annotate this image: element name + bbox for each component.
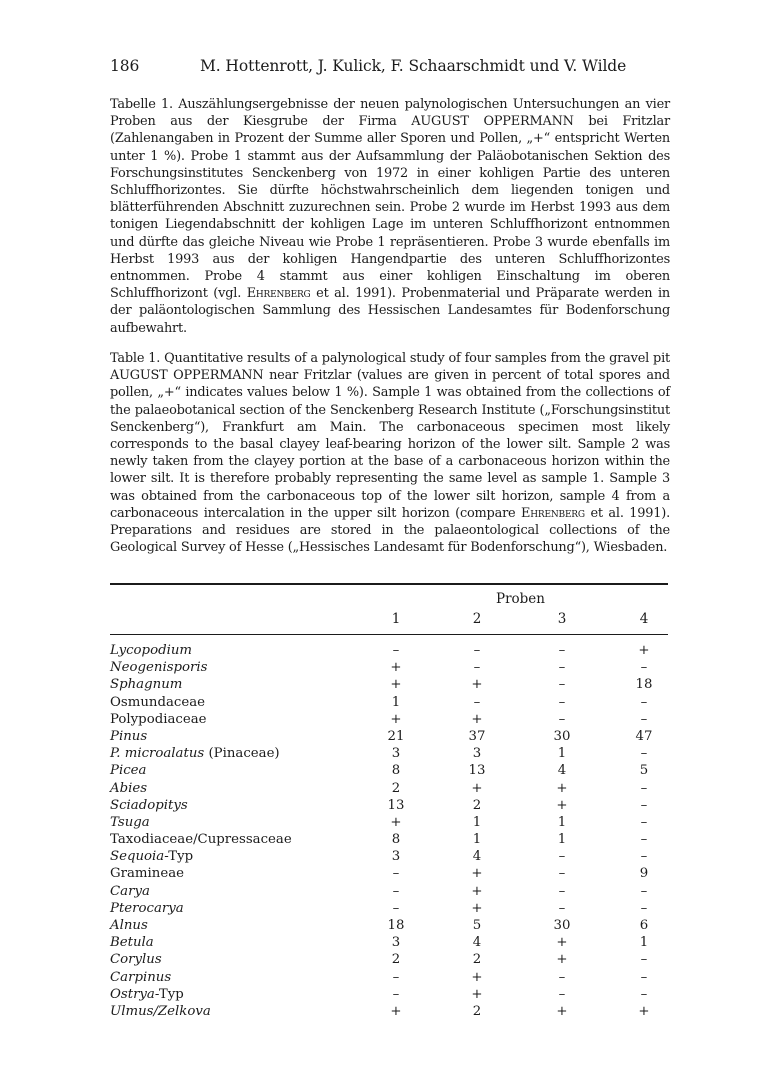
caption-german-citation: Ehrenberg (246, 286, 311, 302)
column-header-sample-2: 2 (472, 611, 482, 627)
value-cell-sample-2: 5 (472, 918, 482, 933)
table-row (110, 1003, 670, 1020)
taxon-name (110, 969, 171, 986)
taxon-name-text: Sequoia (110, 849, 165, 865)
taxon-name-text: Lycopodium (110, 643, 193, 658)
value-cell-sample-2: + (471, 986, 483, 1002)
value-cell-sample-2: – (473, 694, 481, 710)
taxon-name (110, 659, 207, 676)
value-cell-sample-4: – (640, 986, 648, 1002)
value-cell-sample-1: + (390, 660, 402, 676)
taxon-name-text: Ulmus/Zelkova (110, 1003, 211, 1019)
value-cell-sample-4: – (640, 952, 648, 968)
table-row (110, 934, 670, 951)
value-cell-sample-2: 37 (468, 728, 486, 744)
caption-german-text-2: et al. 1991). Probenmaterial und Präparate werden in der paläontologischen Sammlung des Hessischen Landesamtes für Bodenforschung aufbewahrt. (110, 286, 670, 336)
taxon-name (110, 900, 184, 917)
value-cell-sample-2: + (471, 866, 483, 882)
taxon-name (110, 711, 207, 728)
value-cell-sample-4: – (640, 780, 648, 796)
value-cell-sample-3: – (558, 711, 566, 727)
taxon-name-text: Gramineae (110, 866, 184, 882)
table-row (110, 969, 670, 986)
taxon-name-text: Osmundaceae (110, 694, 206, 710)
value-cell-sample-2: + (471, 969, 483, 985)
caption-english-text-2: et al. 1991). Preparations and residues are stored in the palaeontological collections of the Geological Survey of Hesse („Hessisches Landesamt für Bodenforschung“), Wiesbaden. (110, 505, 671, 556)
value-cell-sample-1: 3 (391, 849, 401, 865)
table-caption-german (110, 96, 670, 337)
value-cell-sample-4: + (638, 1003, 650, 1019)
value-cell-sample-3: – (558, 643, 566, 658)
value-cell-sample-4: – (640, 660, 648, 676)
value-cell-sample-1: – (392, 986, 400, 1002)
value-cell-sample-4: 47 (635, 728, 653, 744)
taxon-name-text: Carya (110, 883, 150, 899)
taxon-name (110, 762, 146, 779)
taxon-name (110, 780, 147, 797)
taxon-name (110, 797, 188, 814)
taxon-name-text: Corylus (110, 952, 162, 968)
table-row (110, 917, 670, 934)
value-cell-sample-1: – (392, 866, 400, 882)
table-row (110, 780, 670, 797)
taxon-name (110, 883, 150, 900)
value-cell-sample-1: + (390, 814, 402, 830)
value-cell-sample-3: – (558, 986, 566, 1002)
value-cell-sample-1: – (392, 900, 400, 916)
value-cell-sample-3: 30 (553, 918, 571, 933)
value-cell-sample-2: – (473, 660, 481, 676)
value-cell-sample-1: – (392, 883, 400, 899)
value-cell-sample-1: – (392, 643, 400, 658)
table-row (110, 676, 670, 693)
taxon-name-suffix: -Typ (164, 849, 194, 865)
value-cell-sample-2: + (471, 677, 483, 693)
value-cell-sample-1: 2 (391, 780, 401, 796)
value-cell-sample-4: – (640, 900, 648, 916)
taxon-name (110, 728, 147, 745)
value-cell-sample-2: + (471, 900, 483, 916)
table-row (110, 900, 670, 917)
taxon-name-text: Sciadopitys (110, 797, 188, 813)
value-cell-sample-2: 2 (472, 952, 482, 968)
value-cell-sample-2: 1 (472, 832, 482, 848)
value-cell-sample-3: – (558, 900, 566, 916)
value-cell-sample-2: – (473, 643, 481, 658)
table-row (110, 831, 670, 848)
value-cell-sample-3: + (556, 1003, 568, 1019)
value-cell-sample-3: – (558, 969, 566, 985)
table-top-rule (110, 583, 668, 585)
value-cell-sample-4: – (640, 797, 648, 813)
caption-english-text-1: Table 1. Quantitative results of a palynological study of four samples from the gravel pit AUGUST OPPERMANN near Fritzlar (values are given in percent of total spores and pollen, „+“ indicates values below 1 %). Sample 1 was obtained from the collections of the palaeobotanical section of the Senckenberg Research Institute („Forschungsinstitut Senckenberg“), Frankfurt am Main. The carbonaceous specimen most likely corresponds to the basal clayey leaf-bearing horizon of the lower silt. Sample 2 was newly taken from the clayey portion at the base of a carbonaceous horizon within the lower silt. It is therefore probably representing the same level as sample 1. Sample 3 was obtained from the carbonaceous top of the lower silt horizon, sample 4 from a carbonaceous intercalation in the upper silt horizon (compare (110, 351, 670, 521)
taxon-name (110, 848, 193, 865)
table-row (110, 728, 670, 745)
value-cell-sample-1: + (390, 677, 402, 693)
taxon-name-text: Pterocarya (110, 900, 184, 916)
value-cell-sample-2: 4 (472, 935, 482, 951)
value-cell-sample-1: + (390, 1003, 402, 1019)
table-row (110, 797, 670, 814)
value-cell-sample-3: 4 (557, 763, 567, 779)
table-row (110, 814, 670, 831)
taxon-name (110, 917, 148, 934)
value-cell-sample-2: 2 (472, 1003, 482, 1019)
value-cell-sample-4: 5 (639, 763, 649, 779)
value-cell-sample-1: 2 (391, 952, 401, 968)
value-cell-sample-4: – (640, 814, 648, 830)
running-header (110, 57, 670, 81)
value-cell-sample-1: 13 (387, 797, 405, 813)
value-cell-sample-3: + (556, 952, 568, 968)
taxon-name (110, 951, 162, 968)
value-cell-sample-3: – (558, 660, 566, 676)
value-cell-sample-2: + (471, 711, 483, 727)
value-cell-sample-1: 8 (391, 763, 401, 779)
value-cell-sample-3: – (558, 849, 566, 865)
value-cell-sample-4: – (640, 849, 648, 865)
taxon-name-text: Abies (110, 780, 148, 796)
table-row (110, 711, 670, 728)
table-row (110, 865, 670, 882)
taxon-name (110, 865, 184, 882)
value-cell-sample-4: + (638, 643, 650, 658)
table-row (110, 986, 670, 1003)
taxon-name-text: Sphagnum (110, 677, 183, 693)
table-row (110, 848, 670, 865)
value-cell-sample-1: 3 (391, 746, 401, 762)
taxon-name-text: Ostrya (110, 986, 155, 1002)
table-row (110, 762, 670, 779)
value-cell-sample-2: + (471, 883, 483, 899)
taxon-name-suffix: (Pinaceae) (204, 746, 280, 762)
taxon-name (110, 934, 154, 951)
taxon-name-suffix: -Typ (154, 986, 184, 1002)
table-caption-english (110, 350, 670, 556)
taxon-name-text: Neogenisporis (110, 660, 208, 676)
value-cell-sample-1: 8 (391, 832, 401, 848)
value-cell-sample-3: – (558, 677, 566, 693)
value-cell-sample-3: – (558, 883, 566, 899)
value-cell-sample-1: 1 (391, 694, 401, 710)
column-header-sample-1: 1 (391, 611, 401, 627)
value-cell-sample-4: – (640, 694, 648, 710)
value-cell-sample-3: 1 (557, 746, 567, 762)
value-cell-sample-3: – (558, 694, 566, 710)
taxon-name (110, 986, 184, 1003)
value-cell-sample-4: – (640, 883, 648, 899)
caption-english-citation: Ehrenberg (521, 505, 585, 521)
value-cell-sample-3: – (558, 866, 566, 882)
value-cell-sample-1: – (392, 969, 400, 985)
table-header-rule (110, 634, 668, 635)
value-cell-sample-3: 1 (557, 832, 567, 848)
value-cell-sample-4: – (640, 746, 648, 762)
value-cell-sample-2: + (471, 780, 483, 796)
table-row (110, 694, 670, 711)
value-cell-sample-4: 6 (639, 918, 649, 933)
taxon-name-text: Taxodiaceae/Cupressaceae (110, 832, 292, 848)
taxon-name (110, 1003, 211, 1020)
value-cell-sample-4: – (640, 969, 648, 985)
taxon-name (110, 814, 150, 831)
value-cell-sample-2: 13 (468, 763, 486, 779)
table-row (110, 659, 670, 676)
value-cell-sample-2: 4 (472, 849, 482, 865)
value-cell-sample-4: – (640, 832, 648, 848)
value-cell-sample-3: 1 (557, 814, 567, 830)
running-header-authors: M. Hottenrott, J. Kulick, F. Schaarschmidt und V. Wilde (200, 57, 627, 75)
taxon-name-text: Alnus (110, 918, 148, 933)
table-row (110, 745, 670, 762)
taxon-name-text: Carpinus (110, 969, 172, 985)
taxon-name (110, 831, 292, 848)
value-cell-sample-3: + (556, 780, 568, 796)
column-header-sample-3: 3 (557, 611, 567, 627)
taxon-name-text: P. microalatus (110, 746, 205, 762)
value-cell-sample-1: 21 (387, 728, 405, 744)
value-cell-sample-4: – (640, 711, 648, 727)
value-cell-sample-1: 3 (391, 935, 401, 951)
value-cell-sample-2: 1 (472, 814, 482, 830)
table-row (110, 642, 670, 659)
column-header-sample-4: 4 (639, 611, 649, 627)
table-body (110, 642, 670, 1020)
value-cell-sample-4: 9 (639, 866, 649, 882)
value-cell-sample-4: 18 (635, 677, 653, 693)
table-group-header: Proben (496, 591, 545, 607)
value-cell-sample-1: 18 (387, 918, 405, 933)
taxon-name (110, 745, 280, 762)
value-cell-sample-4: 1 (639, 935, 649, 951)
taxon-name (110, 694, 205, 711)
table-row (110, 883, 670, 900)
value-cell-sample-1: + (390, 711, 402, 727)
table-row (110, 951, 670, 968)
taxon-name-text: Betula (110, 935, 154, 951)
taxon-name-text: Tsuga (110, 814, 150, 830)
page-number: 186 (110, 57, 140, 75)
value-cell-sample-3: 30 (553, 728, 571, 744)
value-cell-sample-2: 2 (472, 797, 482, 813)
value-cell-sample-2: 3 (472, 746, 482, 762)
value-cell-sample-3: + (556, 797, 568, 813)
taxon-name-text: Pinus (110, 728, 148, 744)
taxon-name (110, 676, 182, 693)
taxon-name-text: Picea (110, 763, 147, 779)
taxon-name-text: Polypodiaceae (110, 711, 207, 727)
caption-german-text-1: Tabelle 1. Auszählungsergebnisse der neuen palynologischen Untersuchungen an vier Proben aus der Kiesgrube der Firma AUGUST OPPERMANN bei Fritzlar (Zahlenangaben in Prozent der Summe aller Sporen und Pollen, „+“ entspricht Werten unter 1 %). Probe 1 stammt aus der Aufsammlung der Paläobotanischen Sektion des Forschungsinstitutes Senckenberg von 1972 in einer kohligen Partie des unteren Schluffhorizontes. Sie dürfte höchstwahrscheinlich dem liegenden tonigen und blätterführenden Abschnitt zuzurechnen sein. Probe 2 wurde im Herbst 1993 aus dem tonigen Liegendabschnitt der kohligen Lage im unteren Schluffhorizont entnommen und dürfte das gleiche Niveau wie Probe 1 repräsentieren. Probe 3 wurde ebenfalls im Herbst 1993 aus der kohligen Hangendpartie des unteren Schluffhorizontes entnommen. Probe 4 stammt aus einer kohligen Einschaltung im oberen Schluffhorizont (vgl. (110, 97, 670, 302)
taxon-name (110, 642, 192, 659)
value-cell-sample-3: + (556, 935, 568, 951)
